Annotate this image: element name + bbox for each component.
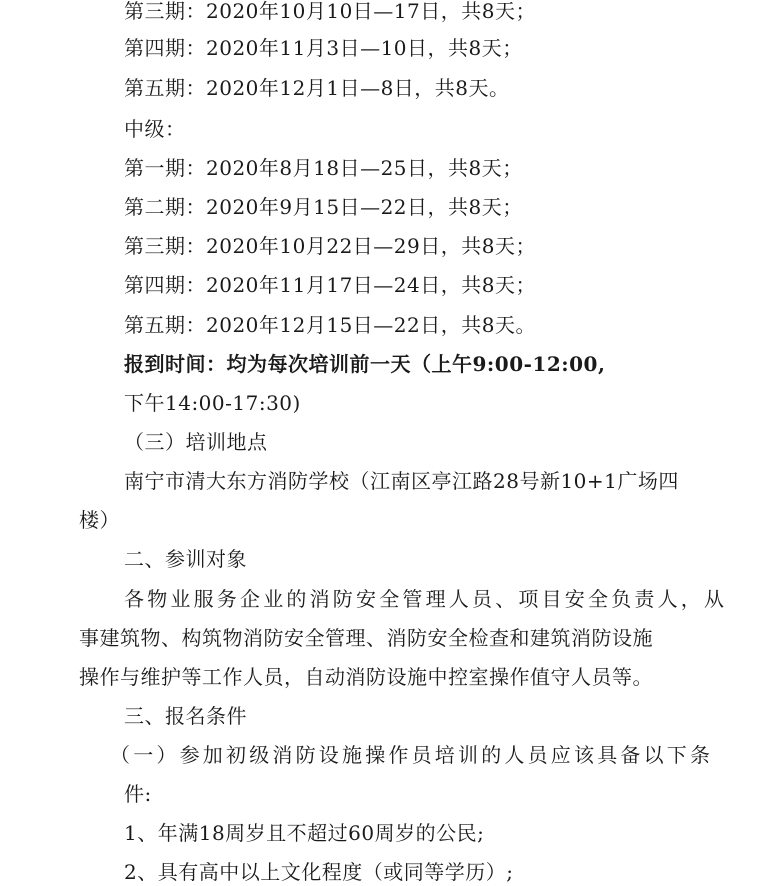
requirements-sub1-line-1: （一）参加初级消防设施操作员培训的人员应该具备以下条 (110, 743, 714, 767)
location-line-2: 楼） (79, 508, 120, 532)
intermediate-session-1: 第一期：2020年8月18日—25日，共8天； (124, 156, 523, 180)
intermediate-session-3: 第三期：2020年10月22日—29日，共8天； (124, 234, 536, 258)
requirement-item-1: 1、年满18周岁且不超过60周岁的公民; (124, 821, 485, 845)
requirements-sub1-line-2: 件: (124, 782, 152, 806)
report-time-line-2: 下午14:00-17:30) (124, 391, 301, 415)
intermediate-session-5: 第五期：2020年12月15日—22日，共8天。 (124, 313, 536, 337)
intermediate-session-4: 第四期：2020年11月17日—24日，共8天； (124, 273, 536, 297)
participants-line-2: 事建筑物、构筑物消防安全管理、消防安全检查和建筑消防设施 (79, 626, 653, 650)
location-heading: （三）培训地点 (124, 430, 268, 454)
location-line-1: 南宁市清大东方消防学校（江南区亭江路28号新10+1广场四 (124, 469, 679, 493)
beginner-session-3: 第三期：2020年10月10日—17日，共8天； (124, 0, 536, 23)
participants-heading: 二、参训对象 (124, 547, 247, 571)
intermediate-heading: 中级： (124, 117, 186, 141)
beginner-session-5: 第五期：2020年12月1日—8日，共8天。 (124, 76, 510, 100)
requirements-heading: 三、报名条件 (124, 704, 247, 728)
report-time-line-1: 报到时间：均为每次培训前一天（上午9:00-12:00, (124, 352, 606, 376)
requirement-item-2: 2、具有高中以上文化程度（或同等学历）; (124, 860, 514, 884)
participants-line-1: 各物业服务企业的消防安全管理人员、项目安全负责人，从 (124, 587, 728, 611)
beginner-session-4: 第四期：2020年11月3日—10日，共8天； (124, 36, 523, 60)
participants-line-3: 操作与维护等工作人员，自动消防设施中控室操作值守人员等。 (79, 665, 653, 689)
intermediate-session-2: 第二期：2020年9月15日—22日，共8天； (124, 195, 523, 219)
